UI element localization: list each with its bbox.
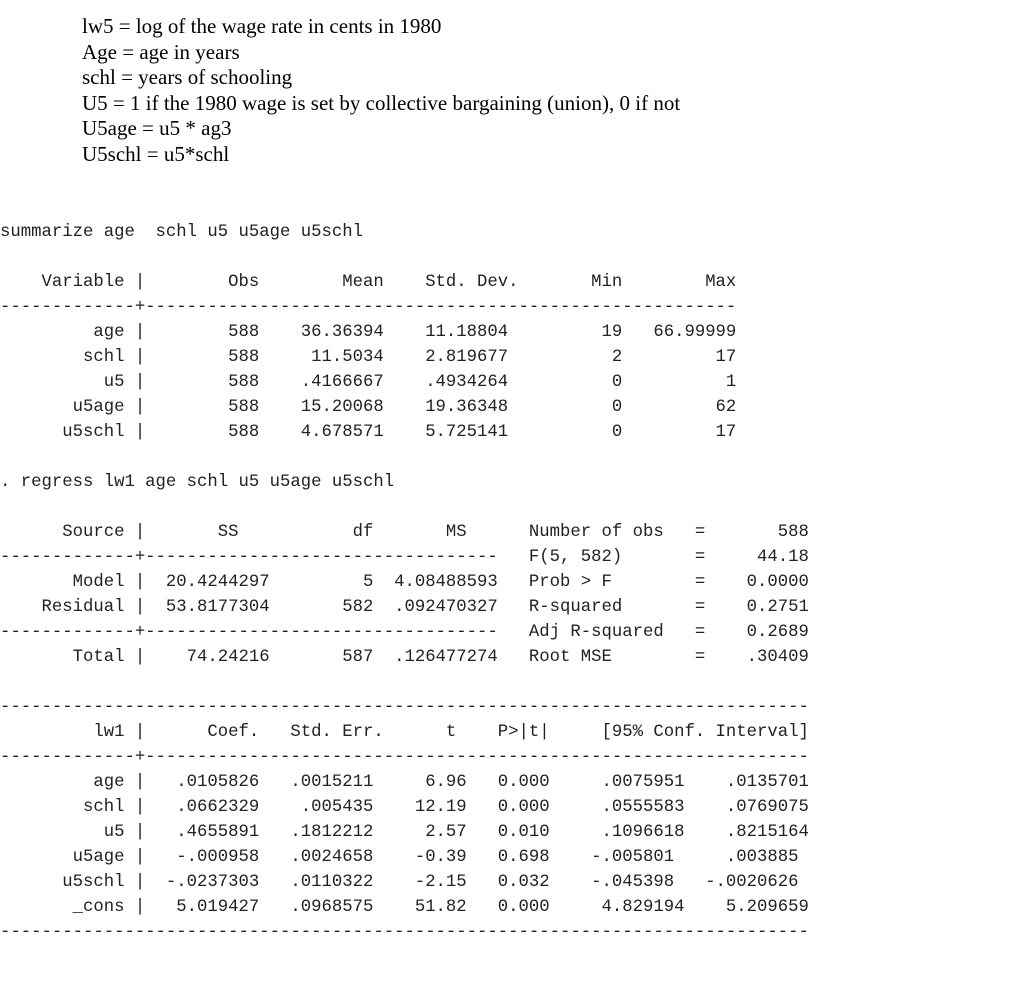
anova-header-row: Source | SS df MS Number of obs = 588: [0, 523, 809, 542]
summarize-command: summarize age schl u5 u5age u5schl: [0, 223, 363, 242]
coef-row-u5schl: u5schl | -.0237303 .0110322 -2.15 0.032 -.045398 -.0020626: [0, 873, 799, 892]
definition-u5schl: U5schl = u5*schl: [82, 141, 230, 166]
stata-output: [0, 220, 809, 945]
definition-age: Age = age in years: [82, 39, 240, 64]
coef-header-row: lw1 | Coef. Std. Err. t P>|t| [95% Conf. Interval]: [0, 723, 809, 742]
summary-divider: -------------+---------------------------------------------------------: [0, 298, 737, 317]
definition-lw5: lw5 = log of the wage rate in cents in 1980: [82, 14, 442, 38]
summary-row-u5age: u5age | 588 15.20068 19.36348 0 62: [0, 398, 737, 417]
coef-bottom-divider: ------------------------------------------------------------------------------: [0, 923, 809, 942]
definition-schl: schl = years of schooling: [82, 65, 293, 89]
coef-top-divider: ------------------------------------------------------------------------------: [0, 698, 809, 717]
blank-line: [0, 495, 809, 520]
summary-row-schl: schl | 588 11.5034 2.819677 2 17: [0, 348, 737, 367]
coef-row-cons: _cons | 5.019427 .0968575 51.82 0.000 4.829194 5.209659: [0, 898, 809, 917]
anova-divider-row: -------------+---------------------------------- Adj R-squared = 0.2689: [0, 623, 809, 642]
coef-row-schl: schl | .0662329 .005435 12.19 0.000 .0555583 .0769075: [0, 798, 809, 817]
coef-row-u5: u5 | .4655891 .1812212 2.57 0.010 .1096618 .8215164: [0, 823, 809, 842]
summary-row-u5schl: u5schl | 588 4.678571 5.725141 0 17: [0, 423, 737, 442]
regress-command: . regress lw1 age schl u5 u5age u5schl: [0, 473, 395, 492]
anova-row-model: Model | 20.4244297 5 4.08488593 Prob > F = 0.0000: [0, 573, 809, 592]
anova-divider-row: -------------+---------------------------------- F(5, 582) = 44.18: [0, 548, 809, 567]
coef-row-u5age: u5age | -.000958 .0024658 -0.39 0.698 -.005801 .003885: [0, 848, 799, 867]
coef-divider: -------------+----------------------------------------------------------------: [0, 748, 809, 767]
blank-line: [0, 670, 809, 695]
definition-u5: U5 = 1 if the 1980 wage is set by collective bargaining (union), 0 if not: [82, 90, 681, 115]
summary-row-age: age | 588 36.36394 11.18804 19 66.99999: [0, 323, 737, 342]
variable-definitions: [82, 14, 680, 167]
blank-line: [0, 245, 809, 270]
blank-line: [0, 445, 809, 470]
coef-row-age: age | .0105826 .0015211 6.96 0.000 .0075951 .0135701: [0, 773, 809, 792]
definition-u5age: U5age = u5 * ag3: [82, 116, 232, 140]
anova-row-residual: Residual | 53.8177304 582 .092470327 R-squared = 0.2751: [0, 598, 809, 617]
anova-row-total: Total | 74.24216 587 .126477274 Root MSE = .30409: [0, 648, 809, 667]
summary-header-row: Variable | Obs Mean Std. Dev. Min Max: [0, 273, 737, 292]
summary-row-u5: u5 | 588 .4166667 .4934264 0 1: [0, 373, 737, 392]
